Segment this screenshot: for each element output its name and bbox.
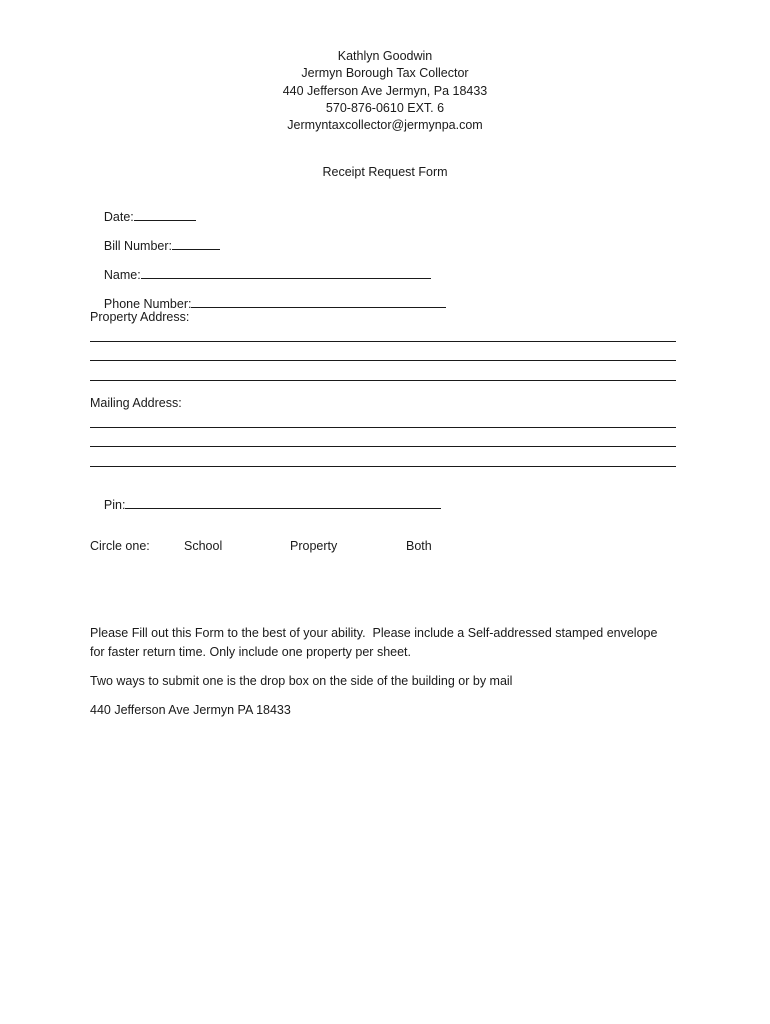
instructions-line-3: Two ways to submit one is the drop box on the side of the building or by mail xyxy=(90,674,513,688)
instructions-mail-address: 440 Jefferson Ave Jermyn PA 18433 xyxy=(90,703,291,717)
collector-name: Kathlyn Goodwin xyxy=(337,49,433,63)
collector-phone: 570-876-0610 EXT. 6 xyxy=(325,101,445,115)
bill-number-label: Bill Number: xyxy=(103,239,172,253)
mailing-address-line-1[interactable] xyxy=(90,427,676,428)
property-address-label: Property Address: xyxy=(90,310,190,324)
bill-number-blank[interactable] xyxy=(172,238,220,250)
name-label: Name: xyxy=(103,268,141,282)
instructions-line-2: for faster return time. Only include one property per sheet. xyxy=(90,645,411,659)
phone-number-label: Phone Number: xyxy=(103,297,192,311)
pin-blank[interactable] xyxy=(125,497,441,509)
pin-label: Pin: xyxy=(103,498,126,512)
instructions-line-1: Please Fill out this Form to the best of your ability. Please include a Self-addressed stamped envelope xyxy=(90,626,658,640)
date-label: Date: xyxy=(103,210,134,224)
pin-field[interactable] xyxy=(90,481,441,529)
name-blank[interactable] xyxy=(141,267,431,279)
option-property[interactable]: Property xyxy=(290,539,338,553)
option-both[interactable]: Both xyxy=(406,539,432,553)
mailing-address-label: Mailing Address: xyxy=(90,396,182,410)
collector-address: 440 Jefferson Ave Jermyn, Pa 18433 xyxy=(282,84,488,98)
collector-office: Jermyn Borough Tax Collector xyxy=(301,66,469,80)
mailing-address-line-3[interactable] xyxy=(90,466,676,467)
property-address-line-2[interactable] xyxy=(90,360,676,361)
date-blank[interactable] xyxy=(134,209,196,221)
form-title: Receipt Request Form xyxy=(322,165,448,179)
collector-email: Jermyntaxcollector@jermynpa.com xyxy=(287,118,483,132)
circle-one-label: Circle one: xyxy=(90,539,150,553)
phone-number-blank[interactable] xyxy=(191,296,446,308)
option-school[interactable]: School xyxy=(184,539,223,553)
property-address-line-3[interactable] xyxy=(90,380,676,381)
property-address-line-1[interactable] xyxy=(90,341,676,342)
mailing-address-line-2[interactable] xyxy=(90,446,676,447)
